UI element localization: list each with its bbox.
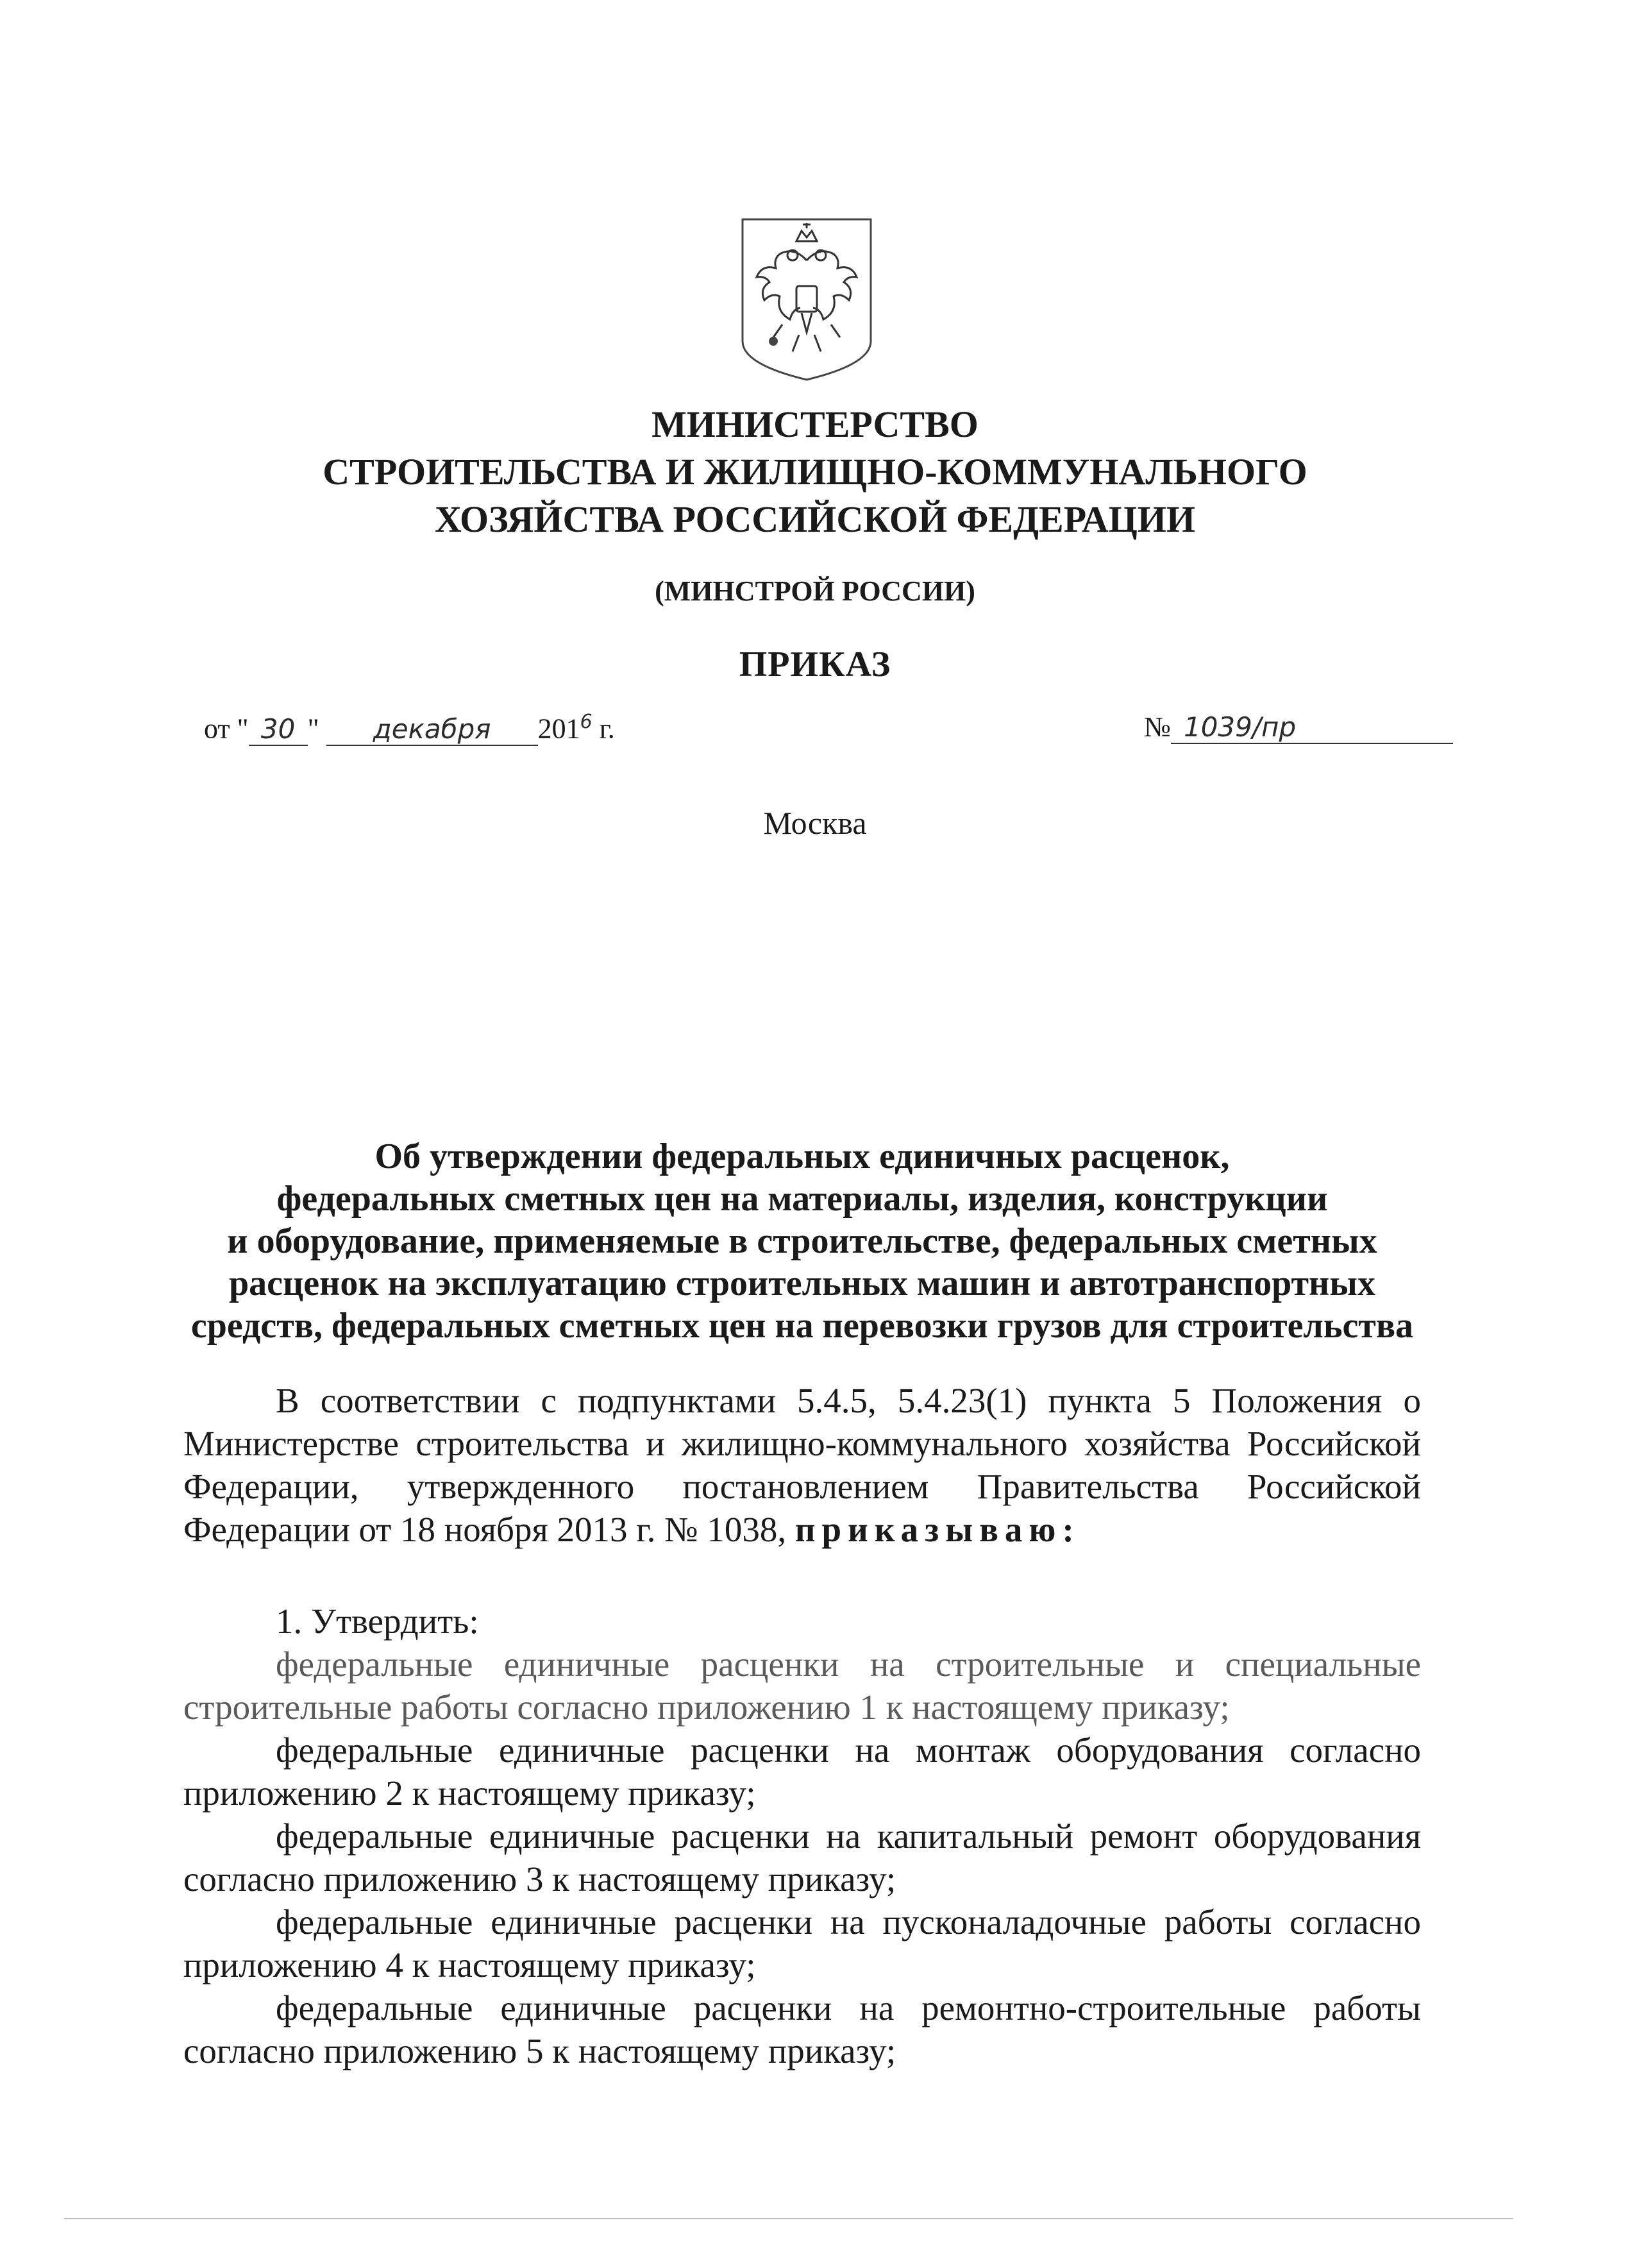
double-headed-eagle-icon xyxy=(737,216,876,384)
preamble-text: В соответствии с подпунктами 5.4.5, 5.4.23(1) пункта 5 Положения о Министерстве строительства и жилищно-коммунального хозяйства Российской Федерации, утвержденного постановлением Правительства Российской Федерации от 18 ноября 2013 г. № 1038, xyxy=(183,1381,1421,1549)
order-title: ПРИКАЗ xyxy=(739,645,891,684)
date-quote-open: " xyxy=(237,713,249,745)
list-item: федеральные единичные расценки на монтаж оборудования согласно приложению 2 к настоящему приказу; xyxy=(183,1731,1421,1813)
date-year-handwritten: 6 xyxy=(580,711,592,733)
date-year-printed: 201 xyxy=(537,713,580,745)
city-name: Москва xyxy=(763,805,867,841)
item1-heading: 1. Утвердить: xyxy=(276,1602,479,1641)
list-item: федеральные единичные расценки на пусконаладочные работы согласно приложению 4 к настоящему приказу; xyxy=(183,1902,1421,1985)
approval-list xyxy=(183,1600,1421,2072)
subject-line: Об утверждении федеральных единичных расценок, xyxy=(374,1137,1230,1176)
preamble-paragraph xyxy=(183,1379,1421,1551)
list-item: федеральные единичные расценки на строительные и специальные строительные работы согласно приложению 1 к настоящему приказу; xyxy=(183,1645,1421,1727)
ministry-name-line-2: СТРОИТЕЛЬСТВА И ЖИЛИЩНО-КОММУНАЛЬНОГО xyxy=(323,451,1307,493)
order-subject xyxy=(183,1135,1421,1347)
ministry-name-line-1: МИНИСТЕРСТВО xyxy=(651,403,979,445)
subject-line: расценок на эксплуатацию строительных машин и автотранспортных xyxy=(228,1264,1376,1303)
subject-line: федеральных сметных цен на материалы, изделия, конструкции xyxy=(276,1179,1328,1219)
order-word: приказываю: xyxy=(794,1510,1080,1549)
order-number xyxy=(1144,711,1453,744)
coat-of-arms-emblem xyxy=(737,216,876,384)
date-suffix: г. xyxy=(599,713,615,745)
number-prefix: № xyxy=(1144,711,1171,743)
list-item: федеральные единичные расценки на капитальный ремонт оборудования согласно приложению 3 к настоящему приказу; xyxy=(183,1816,1421,1899)
subject-line: и оборудование, применяемые в строительстве, федеральных сметных xyxy=(227,1221,1377,1261)
date-prefix: от xyxy=(204,713,230,745)
subject-line: средств, федеральных сметных цен на перевозки грузов для строительства xyxy=(190,1306,1414,1346)
scan-edge-line xyxy=(64,2218,1513,2219)
date-quote-close: " xyxy=(307,713,319,745)
date-day: 30 xyxy=(249,714,308,746)
ministry-abbreviation: (МИНСТРОЙ РОССИИ) xyxy=(655,575,975,607)
order-date xyxy=(204,711,615,746)
ministry-name-line-3: ХОЗЯЙСТВА РОССИЙСКОЙ ФЕДЕРАЦИИ xyxy=(435,498,1195,540)
date-month: декабря xyxy=(326,714,538,746)
list-item: федеральные единичные расценки на ремонтно-строительные работы согласно приложению 5 к настоящему приказу; xyxy=(183,1988,1421,2070)
number-value: 1039/пр xyxy=(1171,712,1453,744)
